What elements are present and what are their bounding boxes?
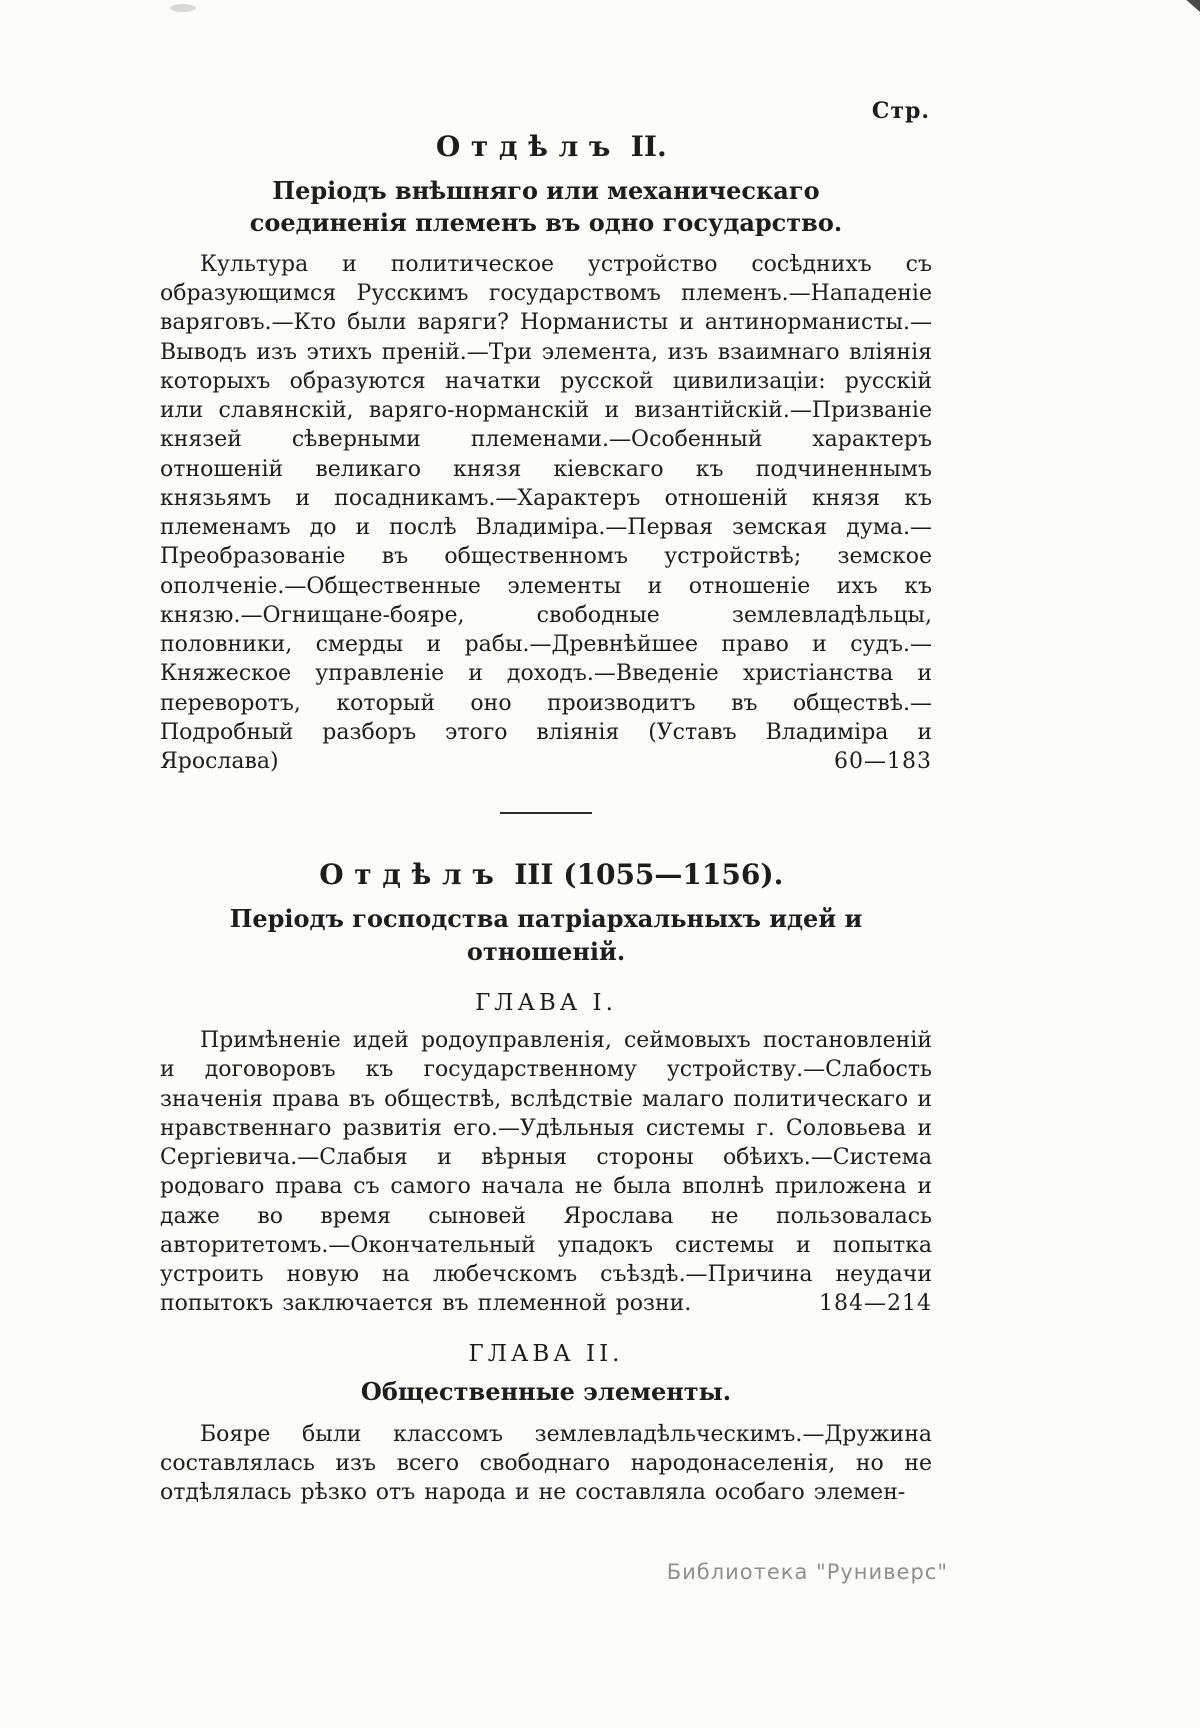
- section-2-heading-word: Отдѣлъ: [435, 130, 622, 163]
- section-2-summary: [160, 250, 932, 777]
- section-divider: [500, 812, 592, 814]
- section-2-page-range: 60—183: [834, 749, 932, 775]
- section-2-subtitle: Періодъ внѣшняго или механическаго соединенія племенъ въ одно государство.: [249, 176, 843, 238]
- library-watermark: Библиотека "Руниверс": [666, 1560, 948, 1584]
- chapter-2-summary-text: Бояре были классомъ землевладѣльческимъ.—Дружина составлялась изъ всего свободнаго народонаселенія, но не отдѣлялась рѣзко отъ народа и не составляла особаго элемен-: [160, 1421, 932, 1506]
- chapter-1-page-range: 184—214: [819, 1291, 932, 1317]
- chapter-1-summary-text: Примѣненіе идей родоуправленія, сеймовыхъ постановленій и договоровъ къ государственному устройству.—Слабость значенія права въ обществѣ, вслѣдствіе малаго политическаго и нравственнаго развитія его.—Удѣльныя системы г. Соловьева и Сергіевича.—Слабыя и вѣрныя стороны обѣихъ.—Система родоваго права съ самого начала не была вполнѣ приложена и даже во время сыновей Ярослава не пользовалась авторитетомъ.—Окончательный упадокъ системы и попытка устроить новую на любечскомъ съѣздѣ.—Причина неудачи попытокъ заключается въ племенной розни.: [160, 1028, 932, 1317]
- chapter-2-subtitle: Общественные элементы.: [360, 1376, 732, 1406]
- chapter-1-summary: [160, 1026, 932, 1319]
- chapter-2-summary: [160, 1420, 932, 1508]
- section-2-summary-text: Культура и политическое устройство сосѣднихъ съ образующимся Русскимъ государствомъ племенъ.—Нападеніе варяговъ.—Кто были варяги? Норманисты и антинорманисты.—Выводъ изъ этихъ преній.—Три элемента, изъ взаимнаго вліянія которыхъ образуются начатки русской цивилизаціи: русскій или славянскій, варяго-норманскій и византійскій.—Призваніе князей сѣверными племенами.—Особенный характеръ отношеній великаго князя кіевскаго къ подчиненнымъ князьямъ и посадникамъ.—Характеръ отношеній князя къ племенамъ до и послѣ Владиміра.—Первая земская дума.—Преобразованіе въ общественномъ устройствѣ; земское ополченіе.—Общественные элементы и отношеніе ихъ къ князю.—Огнищане-бояре, свободные землевладѣльцы, половники, смерды и рабы.—Древнѣйшее право и судъ.—Княжеское управленіе и доходъ.—Введеніе христіанства и переворотъ, который оно производитъ въ обществѣ.—Подробный разборъ этого вліянія (Уставъ Владиміра и Ярослава): [160, 251, 932, 775]
- chapter-2-heading: ГЛАВА II.: [468, 1340, 624, 1367]
- page-column-header: Стр.: [871, 98, 930, 124]
- book-page: [160, 0, 932, 1507]
- chapter-1-heading: ГЛАВА I.: [475, 990, 617, 1017]
- section-2-heading-number: II.: [630, 130, 667, 163]
- section-3-heading-number: III (1055—1156).: [514, 858, 784, 892]
- section-3-heading: [160, 858, 932, 891]
- section-3-subtitle: Періодъ господства патріархальныхъ идей и отношеній.: [229, 904, 863, 966]
- section-3-heading-word: Отдѣлъ: [319, 858, 505, 892]
- scan-corner-artifact: [1184, 0, 1200, 12]
- section-2-heading: [160, 130, 932, 163]
